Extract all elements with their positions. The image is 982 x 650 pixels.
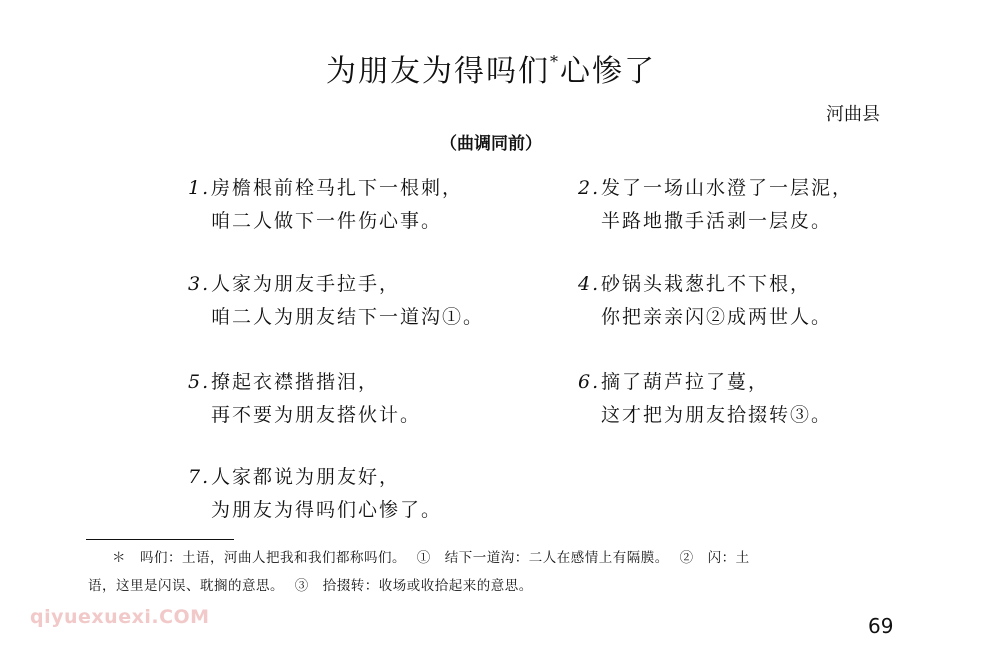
verse-number: 4. [578, 273, 601, 295]
verse-line-1: 5.撩起衣襟揩揩泪， [188, 366, 421, 399]
footnote-line-2 [88, 576, 539, 596]
verse-line-2: 咱二人为朋友结下一道沟①。 [211, 306, 485, 328]
verse-line-2: 再不要为朋友搭伙计。 [211, 404, 422, 426]
verse-line-2: 咱二人做下一件伤心事。 [211, 210, 443, 232]
source-county: 河曲县 [826, 104, 880, 125]
verse-3 [188, 268, 484, 334]
verse-line-1: 3.人家为朋友手拉手， [188, 268, 484, 301]
verse-line-2: 为朋友为得吗们心惨了。 [211, 499, 443, 521]
footnote-2-end: 语，这里是闪误、耽搁的意思。 [88, 578, 284, 594]
footnote-divider [86, 539, 234, 540]
verse-1 [188, 172, 463, 238]
verse-line-1: 1.房檐根前栓马扎下一根刺， [188, 172, 463, 205]
tune-note: （曲调同前） [440, 134, 542, 154]
verse-number: 6. [578, 371, 601, 393]
verse-5 [188, 366, 421, 432]
verse-number: 7. [188, 466, 211, 488]
title-main: 为朋友为得吗们 [326, 54, 550, 89]
verse-6 [578, 366, 832, 432]
footnote-star: ＊ 吗们：土语，河曲人把我和我们都称吗们。 [112, 550, 406, 566]
page-title [0, 52, 982, 92]
page-number: 69 [868, 614, 894, 638]
title-footnote-mark: * [550, 52, 560, 71]
verse-number: 3. [188, 273, 211, 295]
title-rest: 心惨了 [560, 54, 656, 89]
verse-number: 5. [188, 371, 211, 393]
footnote-2-start: ② 闪：土 [679, 550, 750, 566]
verse-7 [188, 461, 442, 527]
verse-number: 1. [188, 177, 211, 199]
footnote-line-1 [112, 548, 756, 568]
footnote-3: ③ 拾掇转：收场或收拾起来的意思。 [294, 578, 533, 594]
verse-2 [578, 172, 853, 238]
verse-number: 2. [578, 177, 601, 199]
verse-line-1: 4.砂锅头栽葱扎不下根， [578, 268, 832, 301]
verse-line-1: 2.发了一场山水澄了一层泥， [578, 172, 853, 205]
verse-line-2: 你把亲亲闪②成两世人。 [601, 306, 833, 328]
verse-line-1: 6.摘了葫芦拉了蔓， [578, 366, 832, 399]
footnote-1: ① 结下一道沟：二人在感情上有隔膜。 [416, 550, 669, 566]
verse-line-2: 半路地撒手活剥一层皮。 [601, 210, 833, 232]
verse-line-1: 7.人家都说为朋友好， [188, 461, 442, 494]
watermark-logo: qiyuexuexi.COM [30, 606, 210, 628]
verse-4 [578, 268, 832, 334]
verse-line-2: 这才把为朋友拾掇转③。 [601, 404, 833, 426]
